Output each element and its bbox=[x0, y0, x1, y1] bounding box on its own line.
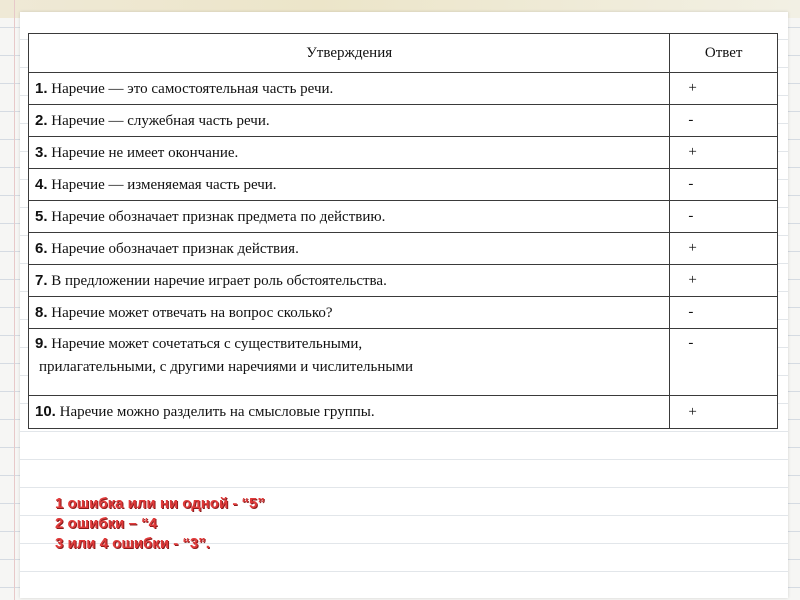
statement-cell bbox=[29, 169, 670, 201]
statement-cell bbox=[29, 265, 670, 297]
statement-number: 1. bbox=[35, 79, 48, 97]
answer-cell: - bbox=[670, 201, 778, 233]
statement-number: 10. bbox=[35, 403, 56, 420]
statement-number: 9. bbox=[35, 335, 48, 352]
statement-number: 5. bbox=[35, 207, 48, 225]
statement-text: Наречие обозначает признак действия. bbox=[47, 240, 299, 257]
statement-number: 6. bbox=[35, 239, 48, 257]
statement-cell bbox=[29, 396, 670, 429]
statement-number: 8. bbox=[35, 303, 48, 321]
statement-number: 3. bbox=[35, 143, 48, 161]
statement-cell bbox=[29, 329, 670, 396]
header-answer: Ответ bbox=[670, 34, 778, 73]
statement-text: Наречие можно разделить на смысловые группы. bbox=[55, 404, 375, 420]
header-statements: Утверждения bbox=[29, 34, 670, 73]
grading-line-3: 3 или 4 ошибки - “3”. bbox=[55, 535, 210, 552]
statement-text: Наречие может отвечать на вопрос сколько? bbox=[47, 304, 333, 321]
answer-cell: + bbox=[670, 73, 778, 105]
statement-cell bbox=[29, 73, 670, 105]
answer-cell: + bbox=[670, 233, 778, 265]
statement-number: 7. bbox=[35, 271, 48, 289]
table-row bbox=[29, 297, 778, 329]
answer-cell: - bbox=[670, 169, 778, 201]
answer-cell: - bbox=[670, 297, 778, 329]
answer-cell: + bbox=[670, 137, 778, 169]
table-row bbox=[29, 105, 778, 137]
table-header-row bbox=[29, 34, 778, 73]
answer-cell: + bbox=[670, 396, 778, 429]
table-row bbox=[29, 396, 778, 429]
statements-table bbox=[28, 33, 778, 429]
statement-number: 4. bbox=[35, 175, 48, 193]
statement-text: Наречие может сочетаться с существительными, bbox=[47, 336, 363, 352]
answer-cell: - bbox=[670, 105, 778, 137]
table-row bbox=[29, 169, 778, 201]
statement-cell bbox=[29, 201, 670, 233]
grading-line-5: 1 ошибка или ни одной - “5” bbox=[55, 495, 265, 512]
statement-cell bbox=[29, 233, 670, 265]
statement-text: Наречие — это самостоятельная часть речи. bbox=[47, 80, 334, 97]
table-row bbox=[29, 329, 778, 396]
statement-text: В предложении наречие играет роль обстоятельства. bbox=[47, 272, 387, 289]
statement-text: Наречие не имеет окончание. bbox=[47, 144, 239, 161]
answer-cell: - bbox=[670, 329, 778, 396]
table-row bbox=[29, 201, 778, 233]
statement-number: 2. bbox=[35, 111, 48, 129]
grading-criteria bbox=[55, 494, 265, 554]
table-row bbox=[29, 265, 778, 297]
statement-cell bbox=[29, 105, 670, 137]
table-row bbox=[29, 73, 778, 105]
statement-text: Наречие — служебная часть речи. bbox=[47, 112, 270, 129]
table-row bbox=[29, 233, 778, 265]
statement-cell bbox=[29, 137, 670, 169]
answer-cell: + bbox=[670, 265, 778, 297]
grading-line-4: 2 ошибки – “4 bbox=[55, 515, 157, 532]
margin-line bbox=[14, 0, 15, 600]
statement-text: Наречие обозначает признак предмета по действию. bbox=[47, 208, 386, 225]
statement-text-continued: прилагательными, с другими наречиями и числительными bbox=[39, 359, 413, 375]
statement-cell bbox=[29, 297, 670, 329]
statement-text: Наречие — изменяемая часть речи. bbox=[47, 176, 277, 193]
table-row bbox=[29, 137, 778, 169]
